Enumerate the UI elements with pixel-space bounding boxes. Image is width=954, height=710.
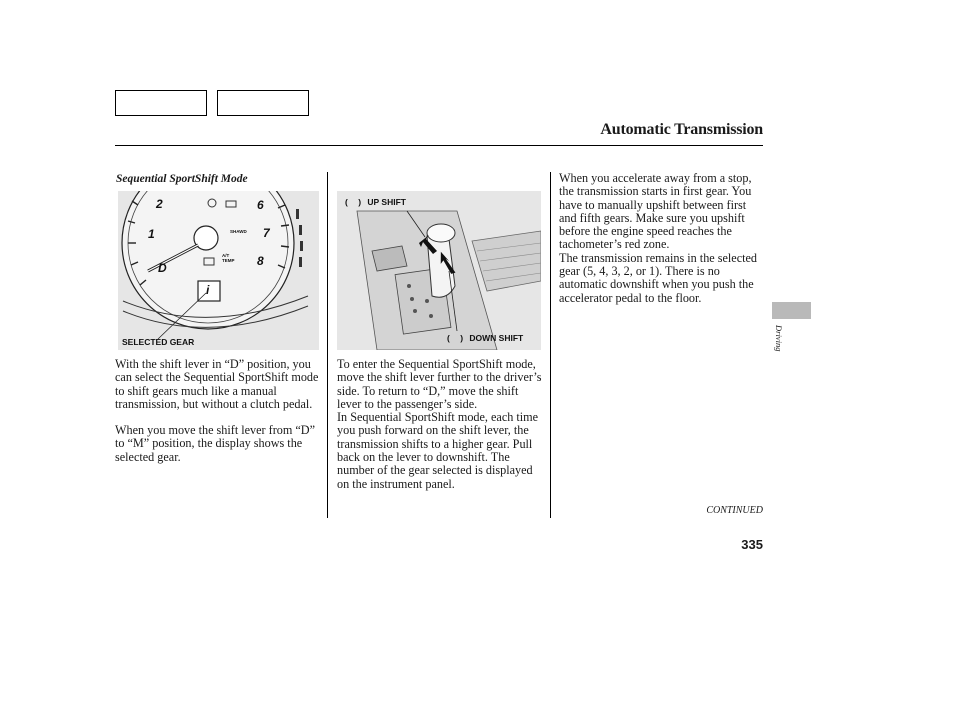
chapter-label: Driving: [774, 325, 784, 352]
column-divider: [550, 172, 551, 518]
chapter-tab[interactable]: [772, 302, 811, 319]
page-number: 335: [741, 537, 763, 552]
tach-number: 2: [156, 197, 163, 211]
paragraph: When you accelerate away from a stop, the transmission starts in first gear. You have to manually upshift between first and fifth gears. Make sure you upshift before the engine speed reaches the tachometer’s red zone.: [559, 171, 752, 252]
continued-label: CONTINUED: [706, 505, 763, 516]
gauge-cluster-figure: [118, 191, 319, 350]
section-heading: Sequential SportShift Mode: [116, 173, 248, 185]
indicator-text: SHAWD: [230, 229, 247, 234]
up-shift-label: ( ) UP SHIFT: [345, 197, 406, 207]
shift-lever-figure: [337, 191, 541, 350]
tach-number: 7: [263, 226, 270, 240]
column-3-text: [559, 172, 761, 305]
paragraph: When you move the shift lever from “D” to “M” position, the display shows the selected gear.: [115, 423, 316, 464]
column-divider: [327, 172, 328, 518]
tach-number: 6: [257, 198, 264, 212]
title-rule: [115, 145, 763, 146]
paragraph: With the shift lever in “D” position, you can select the Sequential SportShift mode to shift gears much like a manual transmission, but without a clutch pedal.: [115, 357, 319, 411]
column-1-text: [115, 358, 320, 464]
down-shift-label: ( ) DOWN SHIFT: [447, 333, 524, 343]
column-2-text: [337, 358, 545, 491]
gear-display-digit: i: [206, 283, 210, 297]
nav-box-index[interactable]: [217, 90, 309, 116]
tach-number: 1: [148, 227, 155, 241]
shift-lever-illustration: [337, 191, 541, 350]
nav-box-contents[interactable]: [115, 90, 207, 116]
tach-number: 8: [257, 254, 264, 268]
gauge-cluster-illustration: [118, 191, 319, 350]
paragraph: The transmission remains in the selected gear (5, 4, 3, 2, or 1). There is no automatic downshift when you push the accelerator pedal to the floor.: [559, 250, 757, 305]
selected-gear-label: SELECTED GEAR: [122, 337, 195, 347]
indicator-text: A/T TEMP: [222, 253, 235, 263]
tach-number: D: [158, 261, 167, 275]
paragraph: In Sequential SportShift mode, each time you push forward on the shift lever, the transmission shifts to a higher gear. Pull back on the lever to downshift. The number of the gear selected is displayed on the instrument panel.: [337, 410, 539, 491]
page-title: Automatic Transmission: [600, 121, 763, 138]
paragraph: To enter the Sequential SportShift mode, move the shift lever further to the driver’s side. To return to “D,” move the shift lever to the passenger’s side.: [337, 357, 542, 411]
